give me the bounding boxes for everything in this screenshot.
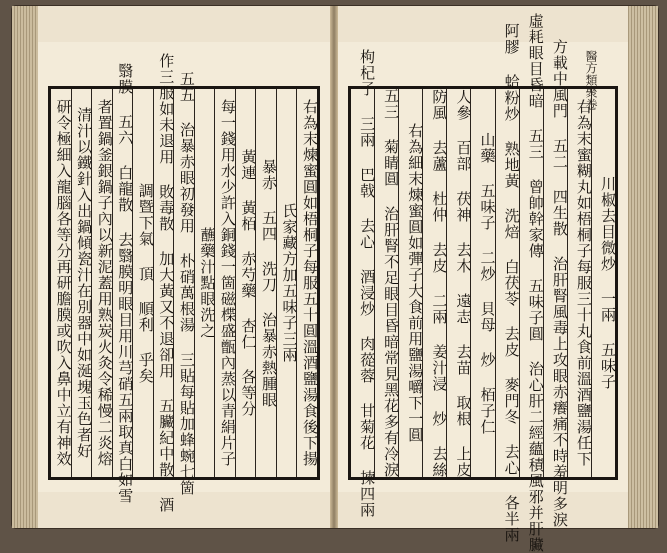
column-text: 調暨下氣 頂 順利 乎矣 [136, 182, 155, 384]
text-column [296, 89, 317, 477]
text-column [446, 88, 473, 478]
text-column [519, 13, 545, 553]
column-text: 五三 菊睛圓 治肝腎不足眼目昏暗常見黑花多有冷淚 [382, 88, 401, 478]
left-text-frame [48, 53, 320, 513]
column-text: 黃連 黃栢 赤芍藥 杏仁 各等分 [239, 149, 258, 417]
text-column [112, 62, 135, 504]
text-column [276, 89, 297, 477]
text-column [543, 38, 569, 528]
text-column [235, 89, 256, 477]
column-text: 人參 百部 茯神 去木 遠志 去苗 取根 上皮 [454, 88, 473, 478]
column-text: 作三服如未退用 敗毒散 加大黃又不退卻用 五臟紀中散 酒 [157, 53, 176, 513]
text-column [422, 88, 449, 478]
text-column [255, 89, 276, 477]
left-page [38, 42, 330, 513]
text-column [495, 23, 521, 543]
column-text: 右為末煉蜜圓如梧桐子每服五十圓溫酒鹽湯食後下揚 [301, 99, 319, 467]
right-page [338, 13, 628, 553]
text-column [71, 89, 92, 477]
text-column [567, 89, 591, 477]
text-column [173, 70, 196, 496]
text-column [91, 89, 112, 477]
book-gutter [330, 6, 338, 528]
column-text: 右為末蜜糊丸如梧桐子每服三十丸食前溫酒鹽湯任下 [574, 99, 593, 467]
column-text: 虛耗眼目昏暗 五三 曾帥幹家傳 五味子圓 治心肝二經蘊積風邪并肝臟 [526, 13, 545, 553]
column-text: 者置鍋釜銀鍋子內以新泥蓋用熟炭火灸令稀慢二炎熔 [95, 99, 114, 467]
column-text: 阿膠 蛤粉炒 熟地黃 洗焙 白茯苓 去皮 麥門冬 去心 各半兩 [502, 23, 521, 543]
column-text: 每一錢用水少許入銅錢一箇磁楪盛甑內蒸以青絹片子 [218, 99, 237, 467]
column-text: 山藥 五味子 二炒 貝母 炒 栢子仁 [478, 131, 497, 435]
column-text: 暴赤 五四 洗刀 治暴赤熱腫眼 [259, 158, 278, 408]
column-text: 方載中風門 五二 四生散 治肝腎風毒上攻眼赤癢痛不時羞明多淚 [550, 38, 569, 528]
column-text: 翳膜 五六 白龍散 去翳膜明眼目用川芎硝五兩取真白如雪 [116, 62, 135, 504]
text-column [591, 89, 615, 477]
text-column [51, 89, 71, 477]
column-text: 防風 去蘆 杜仲 去皮 二兩 姜汁浸 炒 去絲 [430, 88, 449, 478]
column-text: 氏家藏方加五味子三兩 [280, 203, 299, 363]
page-edge-left [12, 6, 38, 528]
column-text: 清汁以鐵針入出鍋傾瓷汁在別器中如涎塊玉色者好 [75, 107, 94, 459]
text-column [153, 53, 176, 513]
text-column [470, 89, 497, 477]
text-column [214, 89, 235, 477]
text-column [374, 88, 401, 478]
column-text: 右為細末煉蜜圓如彈子大食前用鹽湯嚼下一圓 [406, 123, 425, 443]
column-text: 蘸藥汁點眼洗之 [198, 227, 217, 339]
column-text: 五五 治暴赤眼初發用 朴硝萬根湯 三貼每貼加蜂蜿七箇 [177, 70, 196, 496]
text-column [132, 89, 153, 477]
text-column [351, 48, 377, 518]
running-head: 醫方類聚卷 [584, 50, 598, 110]
column-text: 研令極細入龍腦各等分再研膽膜或吹入鼻中立有神效 [54, 99, 73, 467]
column-text: 枸杞子 三兩 巴戟 去心 酒浸炒 肉蓯蓉 甘菊花 揀四兩 [358, 48, 377, 518]
page-edge-right [628, 6, 658, 528]
text-column [194, 89, 215, 477]
text-column [398, 89, 425, 477]
column-text: 川椒去目微炒 一兩 五味子 [599, 176, 617, 390]
open-book [12, 6, 658, 553]
